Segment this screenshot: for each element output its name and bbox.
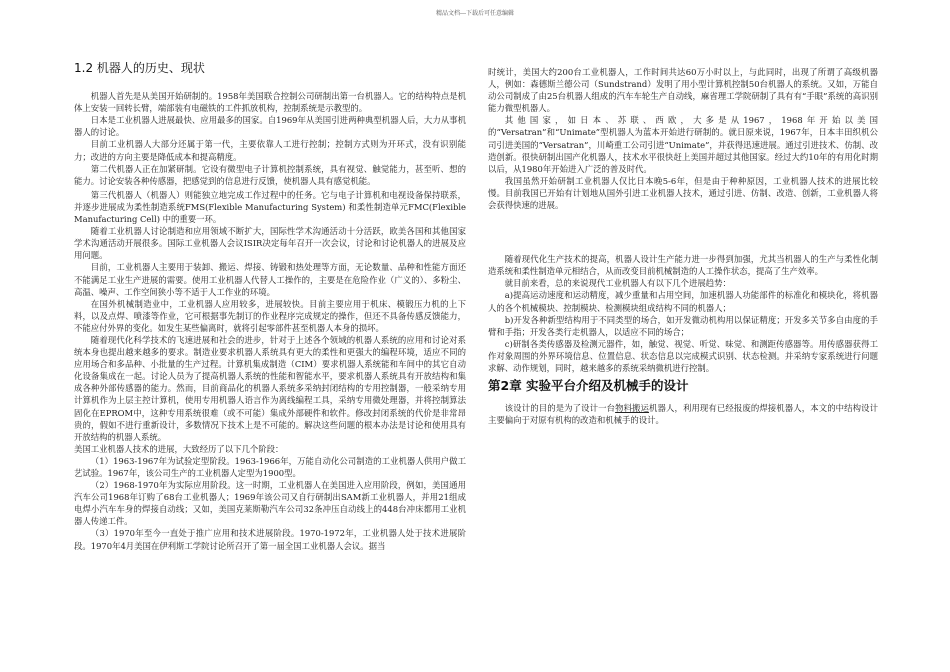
paragraph: 其他国家，如日本、苏联、西欧，大多是从1967，1968年开始以美国的“Versatran”和“Unimate”型机器人为蓝本开始进行研制的。就日原来说，1967年，日本丰田织机公司引进美国的“Versatran”，川崎重工公司引进“Unimate”，并获得迅速进展。通过引进技术、仿制、改造创新。很快研制出国产化机器人，技术水平很快赶上美国并超过其他国家。经过大约10年的有用化时期以后，从1980年开始进入广泛的普及时代。: [488, 115, 878, 174]
paragraph: 日本是工业机器人进展最快、应用最多的国家。自1969年从美国引进两种典型机器人后，大力从事机器人的讨论。: [74, 115, 466, 138]
paragraph: 机器人首先是从美国开始研制的。1958年美国联合控制公司研制出第一台机器人。它的结构特点是机体上安装一回转长臂，端部装有电磁铁的工件抓放机构，控制系统是示教型的。: [74, 91, 466, 114]
left-column: [74, 62, 466, 552]
list-item: （3）1970年至今一直处于推广应用和技术进展阶段。1970-1972年，工业机器人处于技术进展阶段。1970年4月美国在伊利斯工学院讨论所召开了第一届全国工业机器人会议。据当: [74, 528, 466, 551]
paragraph: 随着现代化生产技术的提高，机器人设计生产能力进一步得到加强，尤其当机器人的生产与柔性化制造系统和柔性制造单元相结合，从而改变目前机械制造的人工操作状态，提高了生产效率。: [488, 254, 878, 277]
chapter-heading: 第2章 实验平台介绍及机械手的设计: [488, 378, 689, 394]
text-run: 该设计的目的是为了设计一台: [504, 403, 616, 414]
paragraph: 随着工业机器人讨论制造和应用领域不断扩大，国际性学术沟通活动十分活跃，欧美各国和其他国家学术沟通活动开展很多。国际工业机器人会议ISIR决定每年召开一次会议，讨论和讨论机器人的进展及应用问题。: [74, 226, 466, 261]
paragraph: 目前，工业机器人主要用于装卸、搬运、焊接、铸锻和热处理等方面，无论数量、品种和性能方面还不能满足工业生产进展的需要。使用工业机器人代替人工操作的，主要是在危险作业（广义的）、多粉尘、高温、噪声、工作空间狭小等不适于人工作业的环境。: [74, 262, 466, 297]
list-item: b)开发各种新型结构用于不同类型的场合，如开发微动机构用以保证精度；开发多关节多自由度的手臂和手指；开发各类行走机器人，以适应不同的场合；: [488, 314, 878, 337]
paragraph: 第二代机器人正在加紧研制。它设有微型电子计算机控制系统，具有视觉、触觉能力，甚至听、想的能力。讨论安装各种传感器，把感觉到的信息进行反馈，使机器人具有感觉机能。: [74, 163, 466, 186]
paragraph: 美国工业机器人技术的进展，大致经历了以下几个阶段：: [74, 443, 284, 454]
underlined-term: 物料搬运: [615, 403, 650, 414]
paragraph: 就目前来看，总的来说现代工业机器人有以下几个进展趋势：: [504, 278, 731, 289]
list-item: （1）1963-1967年为试验定型阶段。1963-1966年，万能自动化公司制造的工业机器人供用户做工艺试验。1967年，该公司生产的工业机器人定型为1900型。: [74, 455, 466, 478]
list-item: a)提高运动速度和运动精度，减少重量和占用空间，加速机器人功能部件的标准化和模块化，将机器人的各个机械模块、控制模块、检测模块组成结构不同的机器人；: [488, 290, 878, 313]
list-item: c)研制各类传感器及检测元器件，如，触觉、视觉、听觉、味觉、和测距传感器等。用传感器获得工作对象周围的外界环境信息、位置信息、状态信息以完成模式识别、状态检测。并采纳专家系统进行问题求解、动作规划，同时，越来越多的系统采纳微机进行控制。: [488, 338, 878, 373]
section-heading: 1.2 机器人的历史、现状: [74, 61, 205, 75]
text-run: 机器人，利用现有已经报废的焊接机器人，本文的中结构设计主要偏向于对原有机构的改造和机械手的设计。: [488, 403, 878, 426]
paragraph: [488, 402, 878, 426]
list-item: （2）1968-1970年为实际应用阶段。这一时期，工业机器人在美国进入应用阶段，例如，美国通用汽车公司1968年订购了68台工业机器人；1969年该公司又自行研制出SAM新工业机器人，并用21组成电焊小汽车车身的焊接自动线；又如，美国克莱斯勒汽车公司32条冲压自动线上的448台冲床都用工业机器人传递工件。: [74, 480, 466, 527]
paragraph: 随着现代化科学技术的飞速进展和社会的进步，针对于上述各个领域的机器人系统的应用和讨论对系统本身也提出越来越多的要求。制造业要求机器人系统具有更大的柔性和更强大的编程环境，适应不同的应用场合和多品种、小批量的生产过程。计算机集成制造（CIM）要求机器人系统能和车间中的其它自动化设备集成在一起。讨论人员为了提高机器人系统的性能和智能水平，要求机器人系统具有开放结构和集成各种外部传感器的能力。然而，目前商品化的机器人系统多采纳封闭结构的专用控制器，一般采纳专用计算机作为上层主控计算机，使用专用机器人语言作为离线编程工具，采纳专用微处理器，并将控制算法固化在EPROM中，这种专用系统很难（或不可能）集成外部硬件和软件。修改封闭系统的代价是非常昂贵的，假如不进行重新设计，多数情况下技术上是不可能的。解决这些问题的根本办法是讨论和使用具有开放结构的机器人系统。: [74, 334, 466, 442]
paragraph: 我国虽然开始研制工业机器人仅比日本晚5-6年，但是由于种种原因，工业机器人技术的进展比较慢。目前我国已开始有计划地从国外引进工业机器人技术，通过引进、仿制、改造、创新，工业机器人将会获得快速的进展。: [488, 175, 878, 211]
paragraph: 目前工业机器人大部分还属于第一代，主要依靠人工进行控制；控制方式则为开环式，没有识别能力；改进的方向主要是降低成本和提高精度。: [74, 139, 466, 162]
paragraph: 第三代机器人（机器人）则能独立地完成工作过程中的任务。它与电子计算机和电视设备保持联系，并逐步进展成为柔性制造系统FMS(Flexible Manufacturing System) 和柔性制造单元FMC(Flexible Manufacturing Cell) 中的重要一环。: [74, 189, 466, 225]
header-note: 精品文档---下载后可任意编辑: [435, 10, 515, 17]
right-column: [488, 66, 878, 426]
paragraph: 时统计，美国大约200台工业机器人，工作时间共达60万小时以上，与此同时，出现了所谓了高级机器人，例如：森德斯兰德公司（Sundstrand）发明了用小型计算机控制50台机器人的系统。又如，万能自动公司制成了由25台机器人组成的汽车车轮生产自动线，麻省理工学院研制了具有有“手眼”系统的高识别能力微型机器人。: [488, 67, 878, 114]
paragraph: 在国外机械制造业中，工业机器人应用较多，进展较快。目前主要应用于机床、模锻压力机的上下料，以及点焊、喷漆等作业，它可根据事先制订的作业程序完成规定的操作，但还不具备传感反馈能力，不能应付外界的变化。如发生某些偏离时，就将引起零部件甚至机器人本身的损坏。: [74, 298, 466, 333]
